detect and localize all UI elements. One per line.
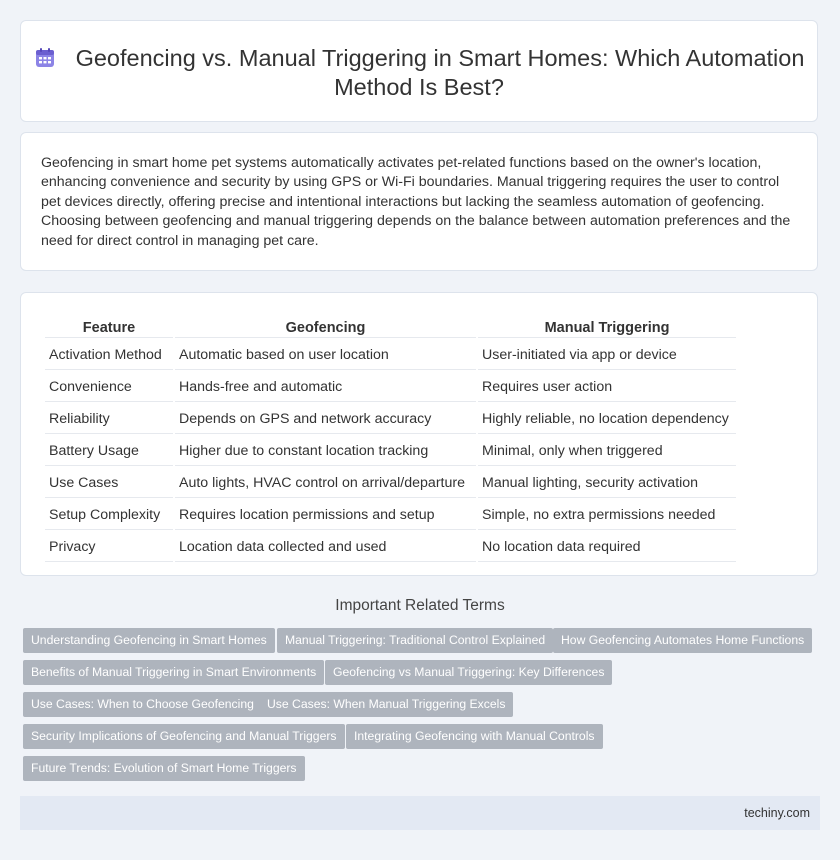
- page-title-text: Geofencing vs. Manual Triggering in Smart Homes: Which Automation Method Is Best?: [75, 45, 805, 100]
- footer-site-link[interactable]: techiny.com: [744, 806, 810, 820]
- related-term-tag[interactable]: Use Cases: When Manual Triggering Excels: [259, 692, 513, 717]
- related-terms-heading: Important Related Terms: [335, 597, 505, 614]
- geofencing-cell: Higher due to constant location tracking: [175, 436, 476, 466]
- feature-cell: Privacy: [45, 532, 173, 562]
- table-header-row: [45, 317, 736, 338]
- manual-cell: Highly reliable, no location dependency: [478, 404, 736, 434]
- geofencing-cell: Depends on GPS and network accuracy: [175, 404, 476, 434]
- related-term-tag[interactable]: Use Cases: When to Choose Geofencing: [23, 692, 262, 717]
- related-term-tag[interactable]: Manual Triggering: Traditional Control Explained: [277, 628, 553, 653]
- table-row: [45, 340, 736, 370]
- table-row: [45, 436, 736, 466]
- geofencing-cell: Auto lights, HVAC control on arrival/departure: [175, 468, 476, 498]
- table-row: [45, 500, 736, 530]
- table-row: [45, 468, 736, 498]
- intro-card: [20, 132, 818, 271]
- geofencing-cell: Location data collected and used: [175, 532, 476, 562]
- manual-cell: Manual lighting, security activation: [478, 468, 736, 498]
- header-manual-triggering: Manual Triggering: [478, 317, 736, 338]
- footer: [20, 796, 820, 830]
- related-term-tag[interactable]: Future Trends: Evolution of Smart Home Triggers: [23, 756, 305, 781]
- feature-cell: Setup Complexity: [45, 500, 173, 530]
- manual-cell: User-initiated via app or device: [478, 340, 736, 370]
- table-row: [45, 372, 736, 402]
- geofencing-cell: Automatic based on user location: [175, 340, 476, 370]
- table-row: [45, 404, 736, 434]
- related-term-tag[interactable]: Benefits of Manual Triggering in Smart Environments: [23, 660, 324, 685]
- feature-cell: Reliability: [45, 404, 173, 434]
- related-term-tag[interactable]: Geofencing vs Manual Triggering: Key Differences: [325, 660, 612, 685]
- table-row: [45, 532, 736, 562]
- geofencing-cell: Requires location permissions and setup: [175, 500, 476, 530]
- related-term-tag[interactable]: Security Implications of Geofencing and Manual Triggers: [23, 724, 345, 749]
- intro-paragraph: Geofencing in smart home pet systems automatically activates pet-related functions based on the owner's location, enhancing convenience and security by using GPS or Wi-Fi boundaries. Manual triggering requires the user to control pet devices directly, offering precise and intentional interactions but lacking the seamless automation of geofencing. Choosing between geofencing and manual triggering depends on the balance between automation preferences and the need for direct control in managing pet care.: [41, 155, 791, 249]
- header-geofencing: Geofencing: [175, 317, 476, 338]
- page-title: [21, 44, 817, 102]
- related-term-tag[interactable]: Understanding Geofencing in Smart Homes: [23, 628, 275, 653]
- manual-cell: Minimal, only when triggered: [478, 436, 736, 466]
- feature-cell: Use Cases: [45, 468, 173, 498]
- comparison-table: [43, 315, 738, 564]
- comparison-card: [20, 292, 818, 576]
- feature-cell: Activation Method: [45, 340, 173, 370]
- geofencing-cell: Hands-free and automatic: [175, 372, 476, 402]
- feature-cell: Battery Usage: [45, 436, 173, 466]
- related-term-tag[interactable]: How Geofencing Automates Home Functions: [553, 628, 812, 653]
- calendar-icon: [34, 47, 56, 69]
- manual-cell: No location data required: [478, 532, 736, 562]
- header-feature: Feature: [45, 317, 173, 338]
- title-card: [20, 20, 818, 122]
- manual-cell: Requires user action: [478, 372, 736, 402]
- related-term-tag[interactable]: Integrating Geofencing with Manual Controls: [346, 724, 603, 749]
- manual-cell: Simple, no extra permissions needed: [478, 500, 736, 530]
- feature-cell: Convenience: [45, 372, 173, 402]
